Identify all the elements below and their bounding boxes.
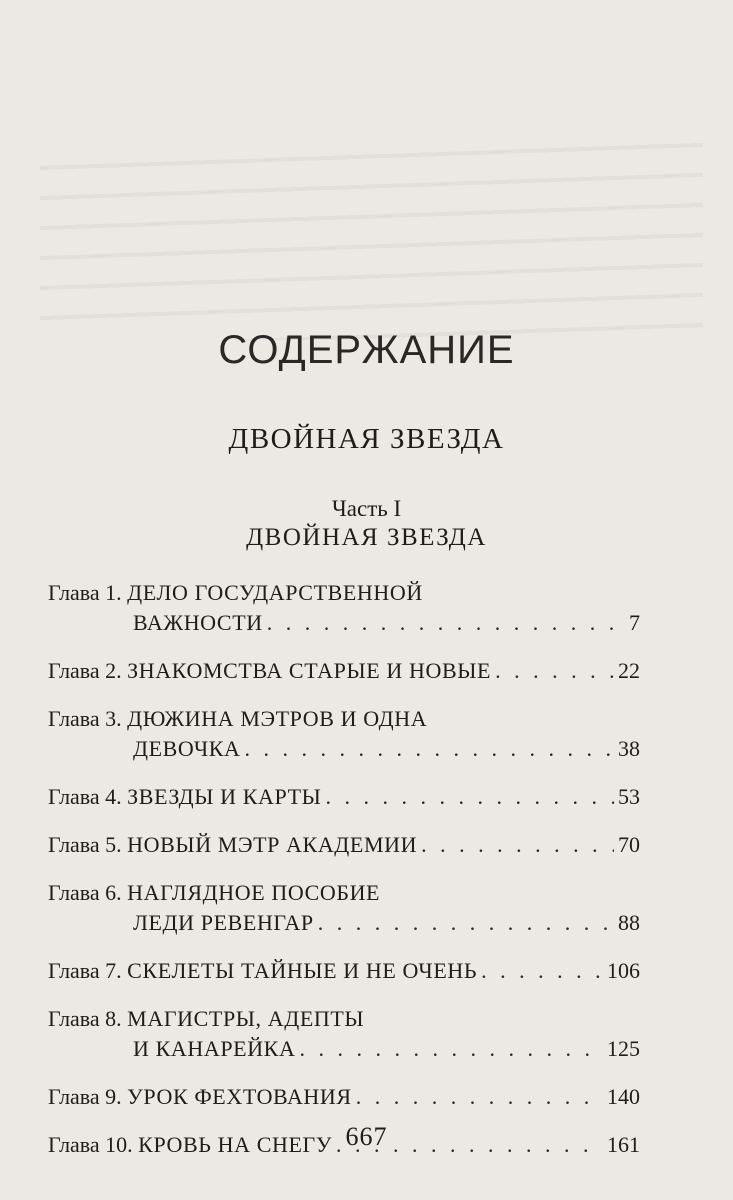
dot-leader	[245, 734, 614, 764]
page-number: 7	[629, 610, 640, 635]
page-number: 106	[607, 958, 640, 983]
chapter-title: ДЕЛО ГОСУДАРСТВЕННОЙ	[127, 580, 423, 605]
chapter-title-continued: ДЕВОЧКА	[133, 736, 241, 761]
page-number: 22	[618, 658, 640, 683]
dot-leader	[495, 656, 614, 686]
contents-heading: СОДЕРЖАНИЕ	[218, 328, 515, 372]
chapter-title: МАГИСТРЫ, АДЕПТЫ	[127, 1006, 365, 1031]
chapter-label: Глава 1.	[48, 580, 122, 605]
chapter-label: Глава 3.	[48, 706, 122, 731]
chapter-label: Глава 5.	[48, 832, 122, 857]
book-title: ДВОЙНАЯ ЗВЕЗДА	[228, 423, 505, 455]
chapter-label: Глава 10.	[48, 1132, 133, 1157]
dot-leader	[318, 908, 614, 938]
chapter-title: ЗНАКОМСТВА СТАРЫЕ И НОВЫЕ	[127, 658, 492, 683]
toc-entry-2	[48, 656, 640, 686]
page-number: 88	[618, 910, 640, 935]
toc-entry-4	[48, 782, 640, 812]
dot-leader	[325, 782, 614, 812]
dot-leader	[299, 1034, 603, 1064]
chapter-title-continued: ЛЕДИ РЕВЕНГАР	[133, 910, 314, 935]
chapter-title: СКЕЛЕТЫ ТАЙНЫЕ И НЕ ОЧЕНЬ	[127, 958, 478, 983]
dot-leader	[481, 956, 603, 986]
part-label: Часть I	[331, 496, 402, 521]
page-number: 125	[607, 1036, 640, 1061]
chapter-title-continued: И КАНАРЕЙКА	[133, 1036, 296, 1061]
toc-entry-5	[48, 830, 640, 860]
chapter-label: Глава 7.	[48, 958, 122, 983]
chapter-title: ДЮЖИНА МЭТРОВ И ОДНА	[127, 706, 428, 731]
chapter-title-continued: ВАЖНОСТИ	[133, 610, 263, 635]
chapter-label: Глава 9.	[48, 1084, 122, 1109]
page-number: 53	[618, 784, 640, 809]
toc-entry-1	[48, 578, 640, 638]
toc-entry-9	[48, 1082, 640, 1112]
table-of-contents	[48, 578, 640, 1178]
page-number: 70	[618, 832, 640, 857]
dot-leader	[421, 830, 614, 860]
chapter-label: Глава 4.	[48, 784, 122, 809]
part-title: ДВОЙНАЯ ЗВЕЗДА	[246, 524, 487, 551]
chapter-title: ЗВЕЗДЫ И КАРТЫ	[127, 784, 322, 809]
toc-entry-6	[48, 878, 640, 938]
chapter-title: НАГЛЯДНОЕ ПОСОБИЕ	[127, 880, 381, 905]
dot-leader	[267, 608, 625, 638]
page-number: 161	[607, 1132, 640, 1157]
page-number: 38	[618, 736, 640, 761]
chapter-title: УРОК ФЕХТОВАНИЯ	[127, 1084, 352, 1109]
chapter-title: КРОВЬ НА СНЕГУ	[138, 1132, 333, 1157]
dot-leader	[356, 1082, 603, 1112]
chapter-title: НОВЫЙ МЭТР АКАДЕМИИ	[127, 832, 418, 857]
chapter-label: Глава 6.	[48, 880, 122, 905]
page-folio: 667	[345, 1122, 388, 1151]
toc-entry-7	[48, 956, 640, 986]
toc-entry-8	[48, 1004, 640, 1064]
chapter-label: Глава 2.	[48, 658, 122, 683]
page-number: 140	[607, 1084, 640, 1109]
chapter-label: Глава 8.	[48, 1006, 122, 1031]
toc-entry-3	[48, 704, 640, 764]
show-through-texture	[40, 140, 703, 340]
